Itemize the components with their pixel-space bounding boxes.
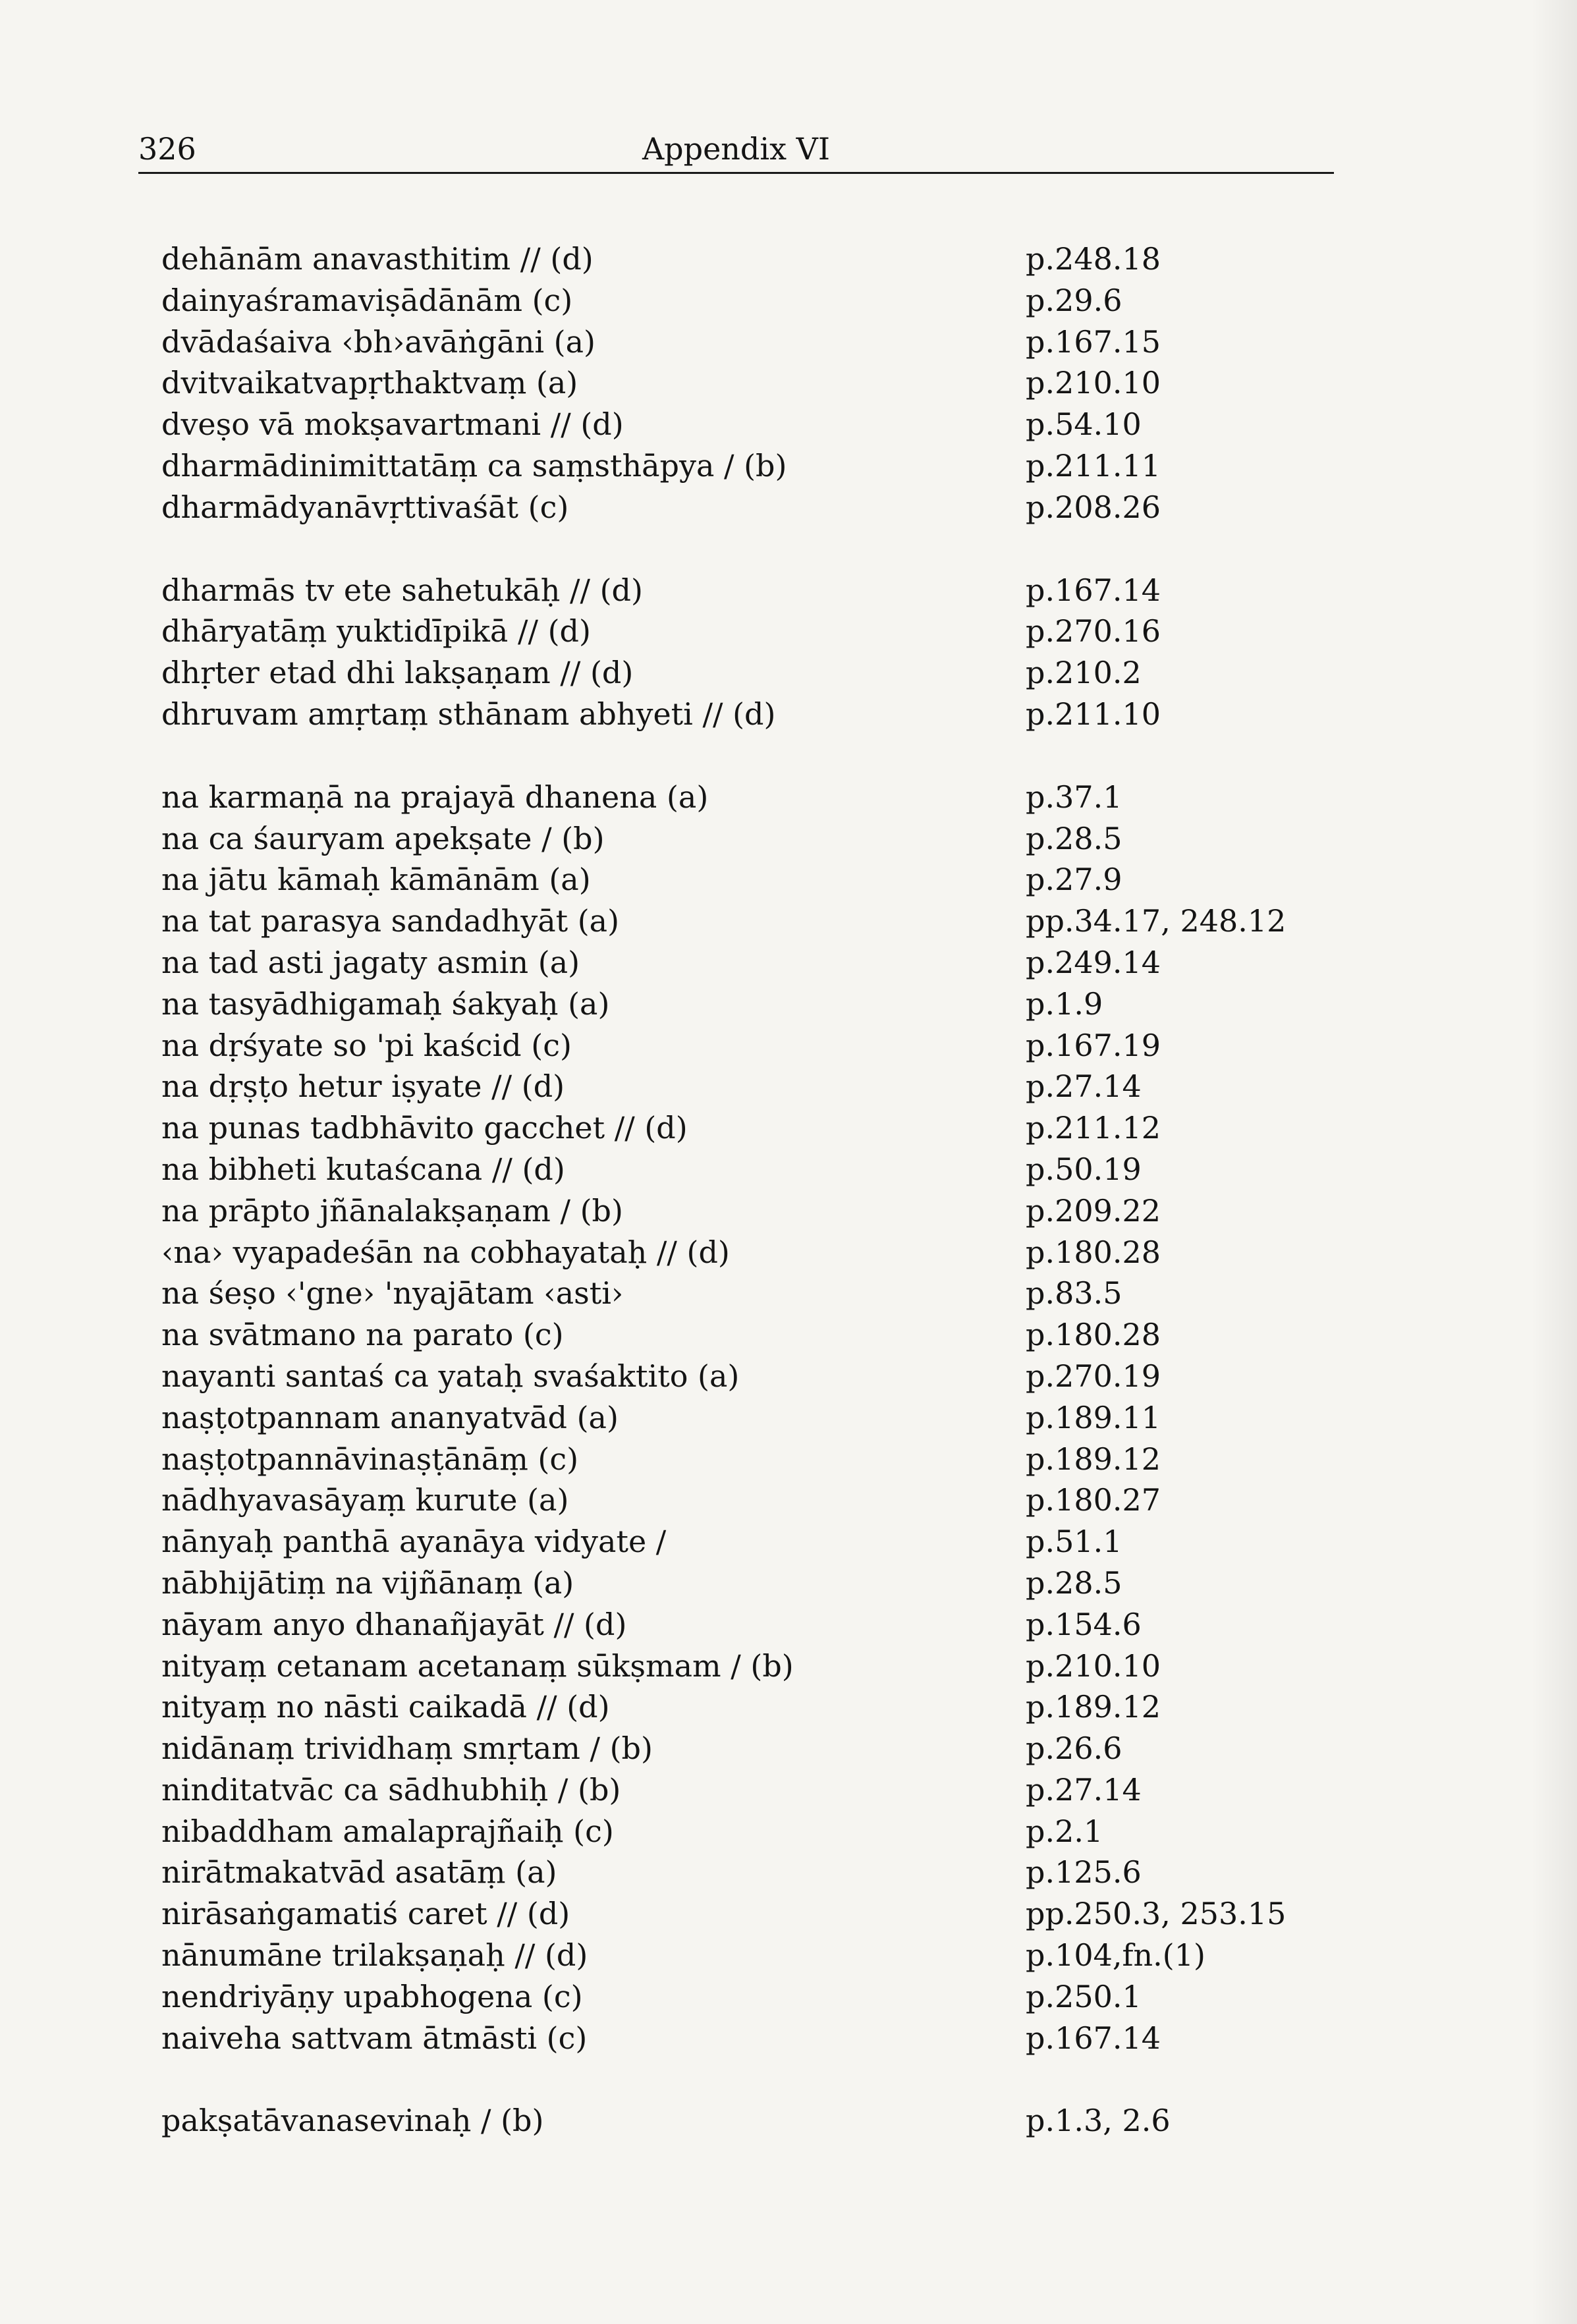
page-reference: p.211.12	[1026, 1110, 1161, 1146]
index-entry	[161, 1107, 1334, 1149]
page-reference: p.27.14	[1026, 1068, 1142, 1105]
verse-pada: nirāsaṅgamatiś caret // (d)	[161, 1896, 570, 1932]
verse-pada: dhruvam amṛtaṃ sthānam abhyeti // (d)	[161, 696, 776, 732]
page-reference: p.167.14	[1026, 572, 1161, 608]
verse-pada: na dṛṣṭo hetur iṣyate // (d)	[161, 1068, 565, 1105]
index-entry	[161, 1397, 1334, 1439]
verse-pada: na tat parasya sandadhyāt (a)	[161, 903, 620, 939]
page-reference: p.50.19	[1026, 1151, 1142, 1187]
page-reference: p.27.9	[1026, 862, 1122, 898]
page-reference: p.167.15	[1026, 323, 1161, 360]
verse-pada: na punas tadbhāvito gacchet // (d)	[161, 1110, 688, 1146]
verse-pada: naṣṭotpannam ananyatvād (a)	[161, 1399, 619, 1435]
page-reference: p.189.11	[1026, 1399, 1161, 1435]
verse-pada: ‹na› vyapadeśān na cobhayataḥ // (d)	[161, 1234, 730, 1270]
index-entry	[161, 983, 1334, 1025]
verse-pada: nayanti santaś ca yataḥ svaśaktito (a)	[161, 1358, 740, 1394]
verse-pada: nābhijātiṃ na vijñānaṃ (a)	[161, 1564, 574, 1601]
verse-pada: dehānām anavasthitim // (d)	[161, 241, 594, 277]
index-entry	[161, 1314, 1334, 1356]
index-entry	[161, 1356, 1334, 1397]
index-entry	[161, 1811, 1334, 1852]
page-reference: p.167.19	[1026, 1027, 1161, 1063]
verse-pada: naṣṭotpannāvinaṣṭānāṃ (c)	[161, 1441, 579, 1477]
page-reference: p.28.5	[1026, 1564, 1122, 1601]
verse-pada: nirātmakatvād asatāṃ (a)	[161, 1854, 557, 1891]
index-entry	[161, 1893, 1334, 1935]
verse-pada: na prāpto jñānalakṣaṇam / (b)	[161, 1192, 623, 1229]
index-entry	[161, 1686, 1334, 1728]
page-reference: p.27.14	[1026, 1771, 1142, 1808]
verse-pada: na ca śauryam apekṣate / (b)	[161, 820, 605, 856]
verse-pada: dharmādinimittatāṃ ca saṃsthāpya / (b)	[161, 447, 787, 484]
page-reference: p.249.14	[1026, 944, 1161, 980]
verse-pada: na tad asti jagaty asmin (a)	[161, 944, 580, 980]
page-reference: p.210.10	[1026, 1647, 1161, 1684]
index-entry	[161, 487, 1334, 528]
page-reference: pp.34.17, 248.12	[1026, 903, 1286, 939]
verse-pada: na dṛśyate so 'pi kaścid (c)	[161, 1027, 572, 1063]
page-reference: p.210.2	[1026, 655, 1142, 691]
page-reference: p.270.16	[1026, 613, 1161, 650]
index-entry	[161, 1563, 1334, 1604]
index-entry	[161, 942, 1334, 983]
index-entry	[161, 445, 1334, 487]
page-reference: p.83.5	[1026, 1275, 1122, 1312]
page-reference: p.211.11	[1026, 447, 1161, 484]
verse-pada: nityaṃ no nāsti caikadā // (d)	[161, 1689, 610, 1725]
index-entry	[161, 818, 1334, 860]
verse-pada: na tasyādhigamaḥ śakyaḥ (a)	[161, 985, 610, 1022]
page-number: 326	[138, 131, 196, 167]
index-entry	[161, 1025, 1334, 1066]
page-reference: p.2.1	[1026, 1813, 1103, 1849]
verse-pada: na svātmano na parato (c)	[161, 1317, 564, 1353]
verse-pada: nādhyavasāyaṃ kurute (a)	[161, 1482, 569, 1518]
index-entry	[161, 2100, 1334, 2142]
verse-pada: pakṣatāvanasevinaḥ / (b)	[161, 2103, 544, 2139]
verse-pada: dharmās tv ete sahetukāḥ // (d)	[161, 572, 643, 608]
page-reference: p.29.6	[1026, 282, 1122, 318]
page-reference: p.167.14	[1026, 2020, 1161, 2056]
index-group	[161, 570, 1334, 735]
page-reference: p.211.10	[1026, 696, 1161, 732]
page-reference: p.54.10	[1026, 406, 1142, 443]
index-entry	[161, 1604, 1334, 1646]
index-group	[161, 777, 1334, 2059]
index-entry	[161, 1646, 1334, 1687]
verse-pada: na śeṣo ‹'gne› 'nyajātam ‹asti›	[161, 1275, 624, 1312]
verse-pada: nāyam anyo dhanañjayāt // (d)	[161, 1606, 627, 1642]
verse-pada: nānumāne trilakṣaṇaḥ // (d)	[161, 1937, 588, 1974]
verse-pada: nityaṃ cetanam acetanaṃ sūkṣmam / (b)	[161, 1647, 794, 1684]
index-entry	[161, 1439, 1334, 1480]
index-entry	[161, 362, 1334, 404]
verse-pada: na bibheti kutaścana // (d)	[161, 1151, 565, 1187]
index-entry	[161, 1852, 1334, 1893]
page-reference: p.125.6	[1026, 1854, 1142, 1891]
index-entry	[161, 280, 1334, 321]
index-entry	[161, 1976, 1334, 2018]
verse-pada: dharmādyanāvṛttivaśāt (c)	[161, 489, 569, 525]
index-entry	[161, 1935, 1334, 1976]
page-reference: p.189.12	[1026, 1441, 1161, 1477]
page-reference: p.210.10	[1026, 365, 1161, 401]
verse-pada: na karmaṇā na prajayā dhanena (a)	[161, 779, 709, 815]
verse-pada: dveṣo vā mokṣavartmani // (d)	[161, 406, 624, 443]
verse-pada: dhṛter etad dhi lakṣaṇam // (d)	[161, 655, 634, 691]
index-entry	[161, 238, 1334, 280]
index-entry	[161, 1066, 1334, 1107]
index-entry	[161, 1521, 1334, 1563]
index-entry	[161, 652, 1334, 694]
page-edge-shadow	[1531, 0, 1577, 2324]
verse-pada: dvitvaikatvapṛthaktvaṃ (a)	[161, 365, 578, 401]
verse-pada: dvādaśaiva ‹bh›avāṅgāni (a)	[161, 323, 595, 360]
verse-pada: ninditatvāc ca sādhubhiḥ / (b)	[161, 1771, 621, 1808]
page-reference: p.1.9	[1026, 985, 1103, 1022]
verse-pada: dhāryatāṃ yuktidīpikā // (d)	[161, 613, 591, 650]
page-reference: p.104,fn.(1)	[1026, 1937, 1205, 1974]
index-entry	[161, 321, 1334, 363]
verse-pada: dainyaśramaviṣādānām (c)	[161, 282, 573, 318]
page-reference: pp.250.3, 253.15	[1026, 1896, 1286, 1932]
running-title: Appendix VI	[642, 131, 831, 167]
page-reference: p.37.1	[1026, 779, 1122, 815]
page-reference: p.1.3, 2.6	[1026, 2103, 1171, 2139]
index-entry	[161, 1480, 1334, 1521]
page-header	[138, 129, 1334, 169]
index-group	[161, 2100, 1334, 2142]
verse-pada: nidānaṃ trividhaṃ smṛtam / (b)	[161, 1730, 653, 1767]
page-reference: p.180.28	[1026, 1317, 1161, 1353]
page-reference: p.180.27	[1026, 1482, 1161, 1518]
index-entry	[161, 1190, 1334, 1232]
page-reference: p.180.28	[1026, 1234, 1161, 1270]
header-rule	[138, 172, 1334, 174]
verse-pada: nendriyāṇy upabhogena (c)	[161, 1978, 583, 2014]
index-entry	[161, 1769, 1334, 1811]
page-reference: p.26.6	[1026, 1730, 1122, 1767]
verse-pada: nibaddham amalaprajñaiḥ (c)	[161, 1813, 614, 1849]
page-reference: p.250.1	[1026, 1978, 1142, 2014]
index-entry	[161, 1273, 1334, 1314]
index-group	[161, 238, 1334, 528]
page-reference: p.154.6	[1026, 1606, 1142, 1642]
index-entry	[161, 1149, 1334, 1190]
verse-pada: naiveha sattvam ātmāsti (c)	[161, 2020, 588, 2056]
page-reference: p.208.26	[1026, 489, 1161, 525]
page-reference: p.248.18	[1026, 241, 1161, 277]
verse-pada: nānyaḥ panthā ayanāya vidyate /	[161, 1524, 667, 1560]
page-reference: p.270.19	[1026, 1358, 1161, 1394]
page-reference: p.209.22	[1026, 1192, 1161, 1229]
index-entry	[161, 404, 1334, 445]
page-reference: p.28.5	[1026, 820, 1122, 856]
verse-index	[161, 238, 1334, 2183]
index-entry	[161, 694, 1334, 735]
index-entry	[161, 570, 1334, 611]
index-entry	[161, 1232, 1334, 1273]
index-entry	[161, 1728, 1334, 1769]
page-reference: p.189.12	[1026, 1689, 1161, 1725]
index-entry	[161, 859, 1334, 900]
index-entry	[161, 900, 1334, 942]
verse-pada: na jātu kāmaḥ kāmānām (a)	[161, 862, 591, 898]
page-reference: p.51.1	[1026, 1524, 1122, 1560]
index-entry	[161, 611, 1334, 652]
index-entry	[161, 777, 1334, 818]
index-entry	[161, 2018, 1334, 2059]
